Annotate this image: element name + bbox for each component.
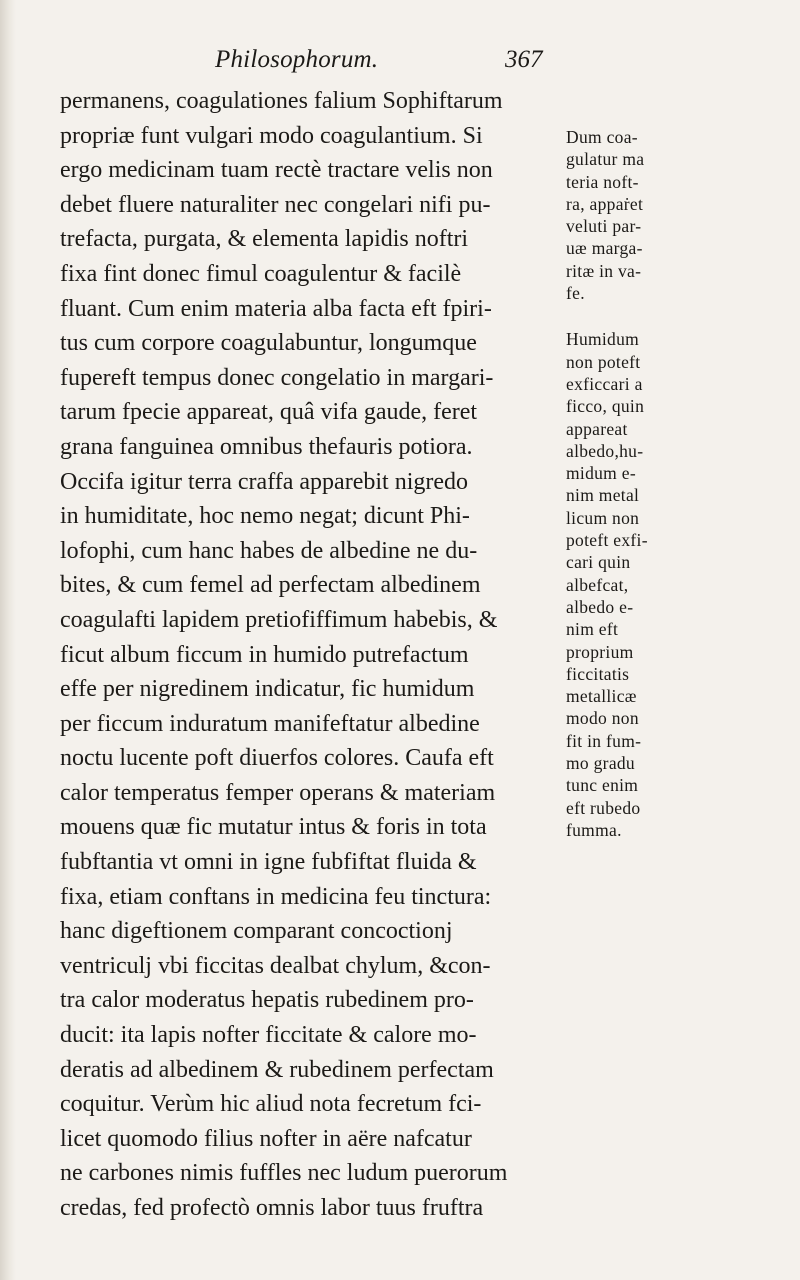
margin-note-line: nim metal bbox=[566, 485, 640, 506]
text-line: Occifa igitur terra craffa apparebit nigredo bbox=[60, 468, 468, 495]
margin-note-line: modo non bbox=[566, 708, 639, 729]
margin-note-line: mo gradu bbox=[566, 753, 635, 774]
margin-note-line: albefcat, bbox=[566, 574, 629, 595]
margin-note-line: teria noft- bbox=[566, 171, 639, 192]
text-line: bites, & cum femel ad perfectam albedinem bbox=[60, 572, 481, 599]
text-line: effe per nigredinem indicatur, fic humidum bbox=[60, 676, 475, 703]
margin-note-line: cari quin bbox=[566, 552, 631, 573]
text-line: fupereft tempus donec congelatio in margari- bbox=[60, 364, 494, 391]
margin-note-line: fumma. bbox=[566, 819, 622, 840]
text-line: hanc digeftionem comparant concoctionj bbox=[60, 918, 453, 945]
text-line: tarum fpecie appareat, quâ vifa gaude, feret bbox=[60, 399, 478, 426]
margin-note-line: veluti par- bbox=[566, 216, 642, 237]
page-number: 367 bbox=[505, 46, 543, 73]
text-line: ergo medicinam tuam rectè tractare velis non bbox=[60, 157, 493, 184]
margin-note-line: albedo,hu- bbox=[566, 440, 644, 461]
text-line: calor temperatus femper operans & materiam bbox=[60, 779, 496, 806]
margin-note-line: appareat bbox=[566, 418, 628, 439]
text-line: debet fluere naturaliter nec congelari nifi pu- bbox=[60, 191, 491, 218]
page-header bbox=[0, 46, 800, 86]
margin-note-line: exficcari a bbox=[566, 373, 643, 394]
margin-note-line: ritæ in va- bbox=[566, 260, 642, 281]
margin-note-line: Humidum bbox=[566, 329, 640, 350]
text-line: propriæ funt vulgari modo coagulantium. Si bbox=[60, 122, 483, 149]
text-line: lofophi, cum hanc habes de albedine ne du- bbox=[60, 537, 478, 564]
text-line: ventriculj vbi ficcitas dealbat chylum, &con- bbox=[60, 952, 491, 979]
text-line: mouens quæ fic mutatur intus & foris in tota bbox=[60, 814, 487, 841]
text-line: ne carbones nimis fuffles nec ludum puerorum bbox=[60, 1160, 508, 1187]
margin-note-line: fit in fum- bbox=[566, 730, 642, 751]
margin-note-line: uæ marga- bbox=[566, 238, 643, 259]
margin-note-line: nim eft bbox=[566, 619, 619, 640]
text-line: tra calor moderatus hepatis rubedinem pro- bbox=[60, 987, 474, 1014]
margin-note-line: ra, appaṙet bbox=[566, 193, 644, 214]
text-line: ducit: ita lapis nofter ficcitate & calore mo- bbox=[60, 1022, 477, 1049]
margin-note-line: gulatur ma bbox=[566, 149, 645, 170]
margin-note-line: eft rubedo bbox=[566, 797, 641, 818]
margin-note-line: Dum coa- bbox=[566, 127, 638, 147]
page-binding-edge bbox=[0, 0, 16, 1280]
margin-note-line: metallicæ bbox=[566, 686, 637, 707]
marginal-notes bbox=[566, 126, 666, 841]
margin-note-line: albedo e- bbox=[566, 596, 634, 617]
text-line: coquitur. Verùm hic aliud nota fecretum fci- bbox=[60, 1091, 482, 1118]
text-line: ficut album ficcum in humido putrefactum bbox=[60, 641, 469, 668]
text-line: trefacta, purgata, & elementa lapidis noftri bbox=[60, 226, 469, 253]
margin-note-line: ficco, quin bbox=[566, 396, 645, 417]
text-line: fixa, etiam conftans in medicina feu tinctura: bbox=[60, 883, 492, 910]
text-line: licet quomodo filius nofter in aëre nafcatur bbox=[60, 1125, 472, 1152]
margin-note-line: ficcitatis bbox=[566, 663, 630, 684]
main-text-block bbox=[60, 84, 550, 1226]
margin-note-line: tunc enim bbox=[566, 775, 639, 796]
margin-note-line: poteft exfi- bbox=[566, 530, 648, 551]
text-line: fluant. Cum enim materia alba facta eft fpiri- bbox=[60, 295, 492, 322]
text-line: fixa fint donec fimul coagulentur & facilè bbox=[60, 260, 462, 287]
margin-note-gap bbox=[566, 304, 666, 328]
text-line: permanens, coagulationes falium Sophiftarum bbox=[60, 88, 503, 114]
text-line: in humiditate, hoc nemo negat; dicunt Phi- bbox=[60, 503, 470, 530]
text-line: credas, fed profectò omnis labor tuus fruftra bbox=[60, 1195, 484, 1221]
running-title: Philosophorum. bbox=[215, 46, 379, 73]
text-line: per ficcum induratum manifeftatur albedine bbox=[60, 710, 480, 737]
text-line: coagulafti lapidem pretiofiffimum habebis, & bbox=[60, 606, 498, 633]
text-line: fubftantia vt omni in igne fubfiftat fluida & bbox=[60, 849, 477, 876]
margin-note-line: midum e- bbox=[566, 463, 636, 484]
margin-note-line: non poteft bbox=[566, 351, 641, 372]
text-line: noctu lucente poft diuerfos colores. Caufa eft bbox=[60, 745, 494, 772]
margin-note-line: proprium bbox=[566, 641, 634, 662]
margin-note-line: fe. bbox=[566, 283, 585, 304]
margin-note-line: licum non bbox=[566, 507, 640, 528]
text-line: deratis ad albedinem & rubedinem perfectam bbox=[60, 1056, 494, 1083]
text-line: tus cum corpore coagulabuntur, longumque bbox=[60, 330, 477, 357]
text-line: grana fanguinea omnibus thefauris potiora. bbox=[60, 433, 473, 460]
